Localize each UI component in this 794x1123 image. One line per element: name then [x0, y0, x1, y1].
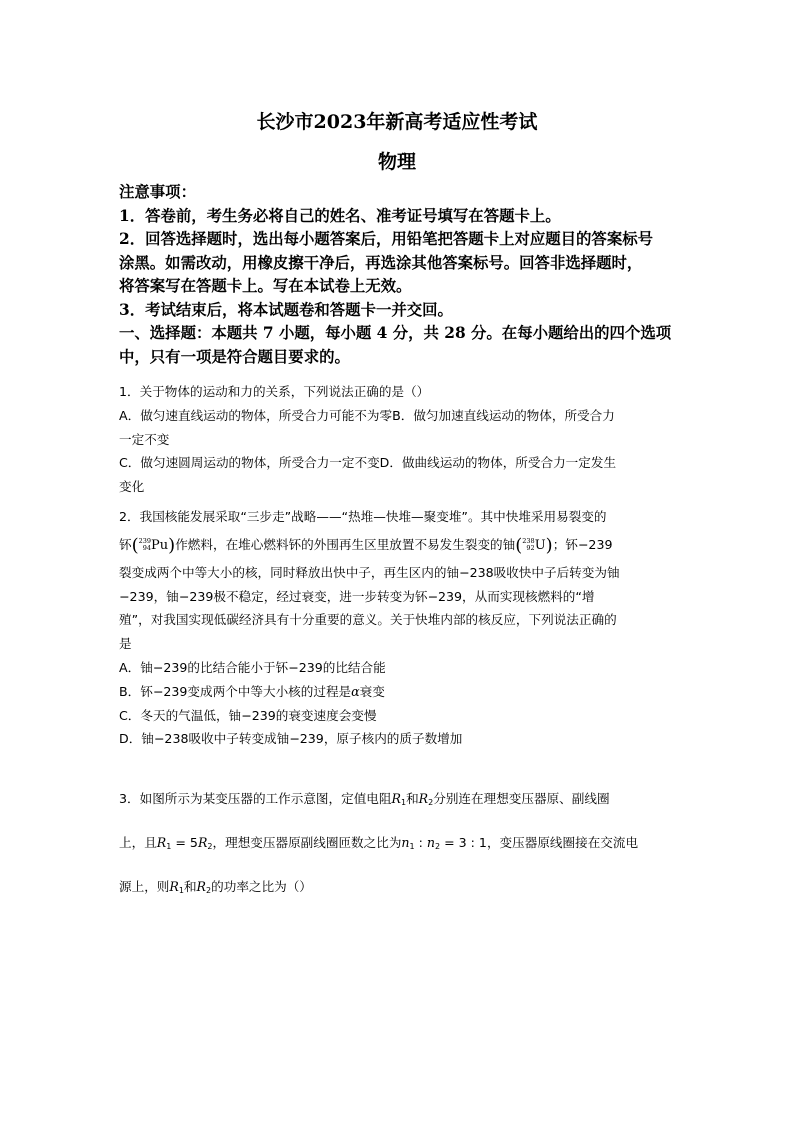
question-3-line-2: 上，且$R_1 = 5R_2$，理想变压器原副线圈匝数之比为$n_1$ : $n_2 = 3$ : 1，变压器原线圈接在交流电	[119, 835, 639, 851]
notes-section	[119, 181, 679, 369]
question-2-line-1: 2．我国核能发展采取“三步走”战略——“热堆—快堆—聚变堆”。其中快堆采用易裂变的	[119, 509, 607, 524]
question-1-option-b-cont: 一定不变	[119, 431, 170, 447]
subject-title: 物理	[377, 151, 416, 173]
note-2-line-3: 将答案写在答题卡上。写在本试卷上无效。	[119, 277, 412, 295]
question-3-line-1: 3．如图所示为某变压器的工作示意图，定值电阻$R_1$和$R_2$分别连在理想变压器原、副线圈	[119, 791, 610, 807]
exam-title: 长沙市2023年新高考适应性考试	[256, 111, 538, 133]
note-1: 1．答卷前，考生务必将自己的姓名、准考证号填写在答题卡上。	[119, 206, 561, 225]
question-2-line-6: 是	[119, 636, 132, 652]
question-1-option-d-cont: 变化	[119, 479, 145, 495]
question-2	[119, 505, 679, 751]
notes-heading: 注意事项：	[119, 183, 196, 201]
question-1-option-a-b: A．做匀速直线运动的物体，所受合力可能不为零B．做匀加速直线运动的物体，所受合力	[119, 407, 615, 423]
question-1-stem: 1．关于物体的运动和力的关系，下列说法正确的是（）	[119, 384, 430, 399]
note-2-line-2: 涂黑。如需改动，用橡皮擦干净后，再选涂其他答案标号。回答非选择题时，	[119, 253, 643, 272]
uranium-nuclide: (238 92U)	[515, 534, 553, 556]
question-2-line-2: 钚(239 94Pu)作燃料，在堆心燃料钚的外围再生区里放置不易发生裂变的铀(238 92U)；钚−239	[119, 530, 679, 561]
question-2-line-5: 殖”，对我国实现低碳经济具有十分重要的意义。关于快堆内部的核反应，下列说法正确的	[119, 612, 617, 628]
question-2-option-b: B．钚−239变成两个中等大小核的过程是α衰变	[119, 683, 385, 699]
section-heading-line-2: 中，只有一项是符合题目要求的。	[119, 347, 350, 366]
note-2-line-1: 2．回答选择题时，选出每小题答案后，用铅笔把答题卡上对应题目的答案标号	[119, 230, 653, 248]
section-heading-line-1: 一、选择题：本题共 7 小题，每小题 4 分，共 28 分。在每小题给出的四个选项	[119, 324, 672, 342]
question-2-line-3: 裂变成两个中等大小的核，同时释放出快中子，再生区内的铀−238吸收快中子后转变为铀	[119, 564, 620, 580]
question-2-option-c: C．冬天的气温低，铀−239的衰变速度会变慢	[119, 707, 377, 723]
question-3-line-3: 源上，则$R_1$和$R_2$的功率之比为（）	[119, 879, 312, 895]
question-1-option-c-d: C．做匀速圆周运动的物体，所受合力一定不变D．做曲线运动的物体，所受合力一定发生	[119, 455, 617, 471]
note-3: 3．考试结束后，将本试题卷和答题卡一并交回。	[119, 300, 453, 319]
question-2-option-d: D．铀−238吸收中子转变成铀−239，原子核内的质子数增加	[119, 731, 463, 747]
question-2-option-a: A．铀−239的比结合能小于钚−239的比结合能	[119, 659, 386, 675]
question-2-line-4: −239，铀−239极不稳定，经过衰变，进一步转变为钚−239，从而实现核燃料的“增	[119, 588, 595, 604]
question-1	[119, 380, 679, 499]
plutonium-nuclide: (239 94Pu)	[131, 534, 176, 556]
question-3	[119, 780, 679, 910]
